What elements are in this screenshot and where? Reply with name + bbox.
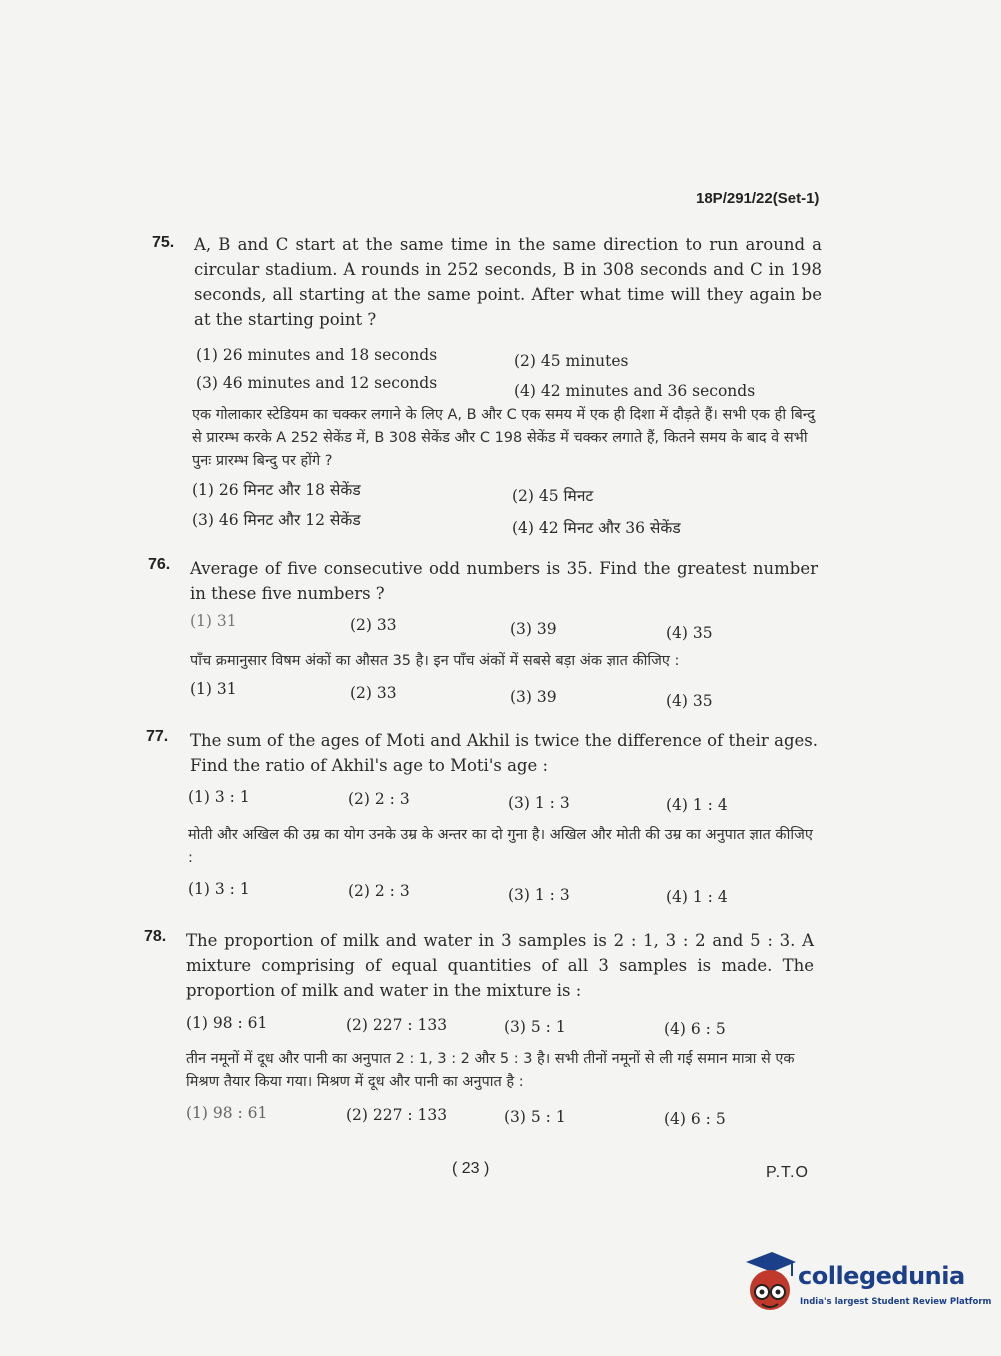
logo-tagline: India's largest Student Review Platform xyxy=(800,1297,992,1307)
option-2: (2) 45 minutes xyxy=(514,352,629,370)
option-4: (4) 42 minutes and 36 seconds xyxy=(514,382,756,400)
question-text: Average of five consecutive odd numbers is 35. Find the greatest number in these five numbers ? xyxy=(190,559,818,603)
option-2: (2) 227 : 133 xyxy=(346,1016,448,1034)
mascot-icon xyxy=(742,1250,798,1320)
hindi-option-1: (1) 31 xyxy=(190,680,237,698)
option-1: (1) 31 xyxy=(190,612,237,630)
hindi-text: पाँच क्रमानुसार विषम अंकों का औसत 35 है। इन पाँच अंकों में सबसे बड़ा अंक ज्ञात कीजिए : xyxy=(190,653,680,669)
hindi-text: तीन नमूनों में दूध और पानी का अनुपात 2 : 1, 3 : 2 और 5 : 3 है। सभी तीनों नमूनों से ली गई समान मात्रा से एक मिश्रण तैयार किया गया। मिश्रण में दूध और पानी का अनुपात है : xyxy=(186,1051,795,1090)
question-text: The proportion of milk and water in 3 samples is 2 : 1, 3 : 2 and 5 : 3. A mixture comprising of equal quantities of all 3 samples is made. The proportion of milk and water in the mixture is : xyxy=(186,931,814,1000)
question-number: 76. xyxy=(148,556,171,573)
question-number: 77. xyxy=(146,728,169,745)
option-4: (4) 6 : 5 xyxy=(664,1020,726,1038)
option-1: (1) 98 : 61 xyxy=(186,1014,268,1032)
option-4: (4) 1 : 4 xyxy=(666,796,728,814)
hindi-option-3: (3) 39 xyxy=(510,688,557,706)
question-text: The sum of the ages of Moti and Akhil is twice the difference of their ages. Find the ratio of Akhil's age to Moti's age : xyxy=(190,731,818,775)
option-2: (2) 2 : 3 xyxy=(348,790,410,808)
hindi-text: एक गोलाकार स्टेडियम का चक्कर लगाने के लिए A, B और C एक समय में एक ही दिशा में दौड़ते हैं। सभी एक ही बिन्दु से प्रारम्भ करके A 252 सेकेंड में, B 308 सेकेंड और C 198 सेकेंड में चक्कर लगाते हैं, कितने समय के बाद वे सभी पुनः प्रारम्भ बिन्दु पर होंगे ? xyxy=(192,407,815,469)
option-1: (1) 3 : 1 xyxy=(188,788,250,806)
hindi-option-2: (2) 2 : 3 xyxy=(348,882,410,900)
hindi-option-1: (1) 26 मिनट और 18 सेकेंड xyxy=(192,481,361,499)
question-text: A, B and C start at the same time in the same direction to run around a circular stadium. A rounds in 252 seconds, B in 308 seconds and C in 198 seconds, all starting at the same point. After what time will they again be at the starting point ? xyxy=(194,235,822,329)
option-2: (2) 33 xyxy=(350,616,397,634)
hindi-option-2: (2) 227 : 133 xyxy=(346,1106,448,1124)
option-3: (3) 1 : 3 xyxy=(508,794,570,812)
hindi-text: मोती और अखिल की उम्र का योग उनके उम्र के अन्तर का दो गुना है। अखिल और मोती की उम्र का अनुपात ज्ञात कीजिए : xyxy=(188,827,813,866)
collegedunia-logo xyxy=(742,1250,992,1320)
logo-name: collegedunia xyxy=(798,1262,965,1290)
hindi-option-4: (4) 42 मिनट और 36 सेकेंड xyxy=(512,519,681,537)
hindi-option-3: (3) 1 : 3 xyxy=(508,886,570,904)
hindi-option-4: (4) 1 : 4 xyxy=(666,888,728,906)
question-number: 78. xyxy=(144,928,167,945)
question-number: 75. xyxy=(152,234,175,251)
page-number: ( 23 ) xyxy=(452,1160,490,1177)
option-4: (4) 35 xyxy=(666,624,713,642)
pto-label: P.T.O xyxy=(766,1164,809,1181)
option-3: (3) 5 : 1 xyxy=(504,1018,566,1036)
option-1: (1) 26 minutes and 18 seconds xyxy=(196,346,438,364)
hindi-option-4: (4) 35 xyxy=(666,692,713,710)
paper-code: 18P/291/22(Set-1) xyxy=(696,190,820,207)
hindi-option-1: (1) 3 : 1 xyxy=(188,880,250,898)
hindi-option-1: (1) 98 : 61 xyxy=(186,1104,268,1122)
hindi-option-2: (2) 45 मिनट xyxy=(512,487,594,505)
option-3: (3) 46 minutes and 12 seconds xyxy=(196,374,438,392)
hindi-option-3: (3) 46 मिनट और 12 सेकेंड xyxy=(192,511,361,529)
hindi-option-2: (2) 33 xyxy=(350,684,397,702)
hindi-option-4: (4) 6 : 5 xyxy=(664,1110,726,1128)
option-3: (3) 39 xyxy=(510,620,557,638)
hindi-option-3: (3) 5 : 1 xyxy=(504,1108,566,1126)
